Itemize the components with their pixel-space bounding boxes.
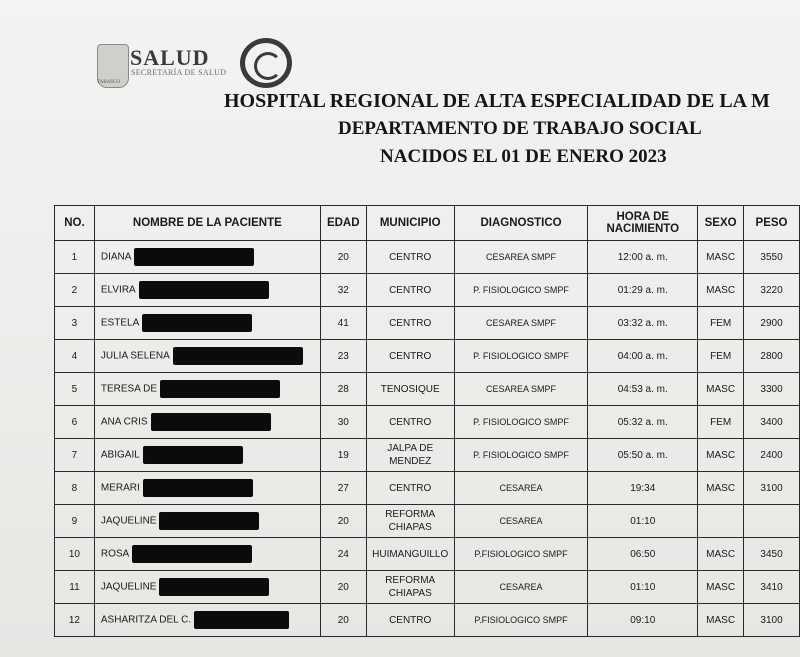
table-row xyxy=(55,241,800,274)
table-row xyxy=(55,274,800,307)
cell-name xyxy=(94,406,320,439)
col-header-sexo: SEXO xyxy=(698,206,744,241)
table-header-row xyxy=(55,206,800,241)
cell-name xyxy=(94,307,320,340)
col-header-edad: EDAD xyxy=(320,206,366,241)
cell-diagnostico: CESAREA SMPF xyxy=(454,241,588,274)
cell-no: 10 xyxy=(55,538,95,571)
redaction-bar xyxy=(134,248,254,266)
redaction-bar xyxy=(143,446,243,464)
redaction-bar xyxy=(159,578,269,596)
cell-municipio: CENTRO xyxy=(366,604,454,637)
table-row xyxy=(55,307,800,340)
table-row xyxy=(55,604,800,637)
cell-edad: 20 xyxy=(320,604,366,637)
patient-name-text: JAQUELINE xyxy=(100,581,157,593)
cell-municipio: CENTRO xyxy=(366,274,454,307)
cell-name xyxy=(94,274,320,307)
col-header-hora: HORA DE NACIMIENTO xyxy=(588,206,698,241)
cell-diagnostico: P.FISIOLOGICO SMPF xyxy=(454,604,588,637)
cell-diagnostico: CESAREA xyxy=(454,571,588,604)
cell-name xyxy=(94,604,320,637)
department-title: DEPARTAMENTO DE TRABAJO SOCIAL xyxy=(338,118,702,139)
cell-hora: 05:50 a. m. xyxy=(588,439,698,472)
cell-hora: 09:10 xyxy=(588,604,698,637)
cell-diagnostico: CESAREA SMPF xyxy=(454,373,588,406)
cell-diagnostico: CESAREA SMPF xyxy=(454,307,588,340)
cell-peso: 2800 xyxy=(744,340,800,373)
cell-hora: 01:10 xyxy=(588,571,698,604)
cell-municipio: HUIMANGUILLO xyxy=(366,538,454,571)
cell-no: 3 xyxy=(55,307,95,340)
patient-name-text: ABIGAIL xyxy=(100,449,140,461)
cell-name xyxy=(94,373,320,406)
cell-municipio: CENTRO xyxy=(366,472,454,505)
cell-sexo: FEM xyxy=(698,406,744,439)
col-header-name: NOMBRE DE LA PACIENTE xyxy=(94,206,320,241)
cell-sexo: MASC xyxy=(698,439,744,472)
redaction-bar xyxy=(194,611,289,629)
cell-hora: 19:34 xyxy=(588,472,698,505)
redaction-bar xyxy=(173,347,303,365)
cell-no: 4 xyxy=(55,340,95,373)
cell-sexo: FEM xyxy=(698,340,744,373)
cell-edad: 20 xyxy=(320,241,366,274)
cell-no: 12 xyxy=(55,604,95,637)
cell-peso: 3410 xyxy=(744,571,800,604)
cell-municipio: TENOSIQUE xyxy=(366,373,454,406)
cell-municipio: CENTRO xyxy=(366,340,454,373)
patient-name-text: MERARI xyxy=(100,482,140,494)
cell-sexo: MASC xyxy=(698,373,744,406)
cell-peso: 3100 xyxy=(744,472,800,505)
cell-sexo: MASC xyxy=(698,241,744,274)
cell-diagnostico: P. FISIOLOGICO SMPF xyxy=(454,340,588,373)
cell-peso: 3300 xyxy=(744,373,800,406)
cell-edad: 41 xyxy=(320,307,366,340)
redaction-bar xyxy=(139,281,269,299)
hospital-emblem-icon xyxy=(240,38,292,88)
cell-edad: 23 xyxy=(320,340,366,373)
cell-peso: 3550 xyxy=(744,241,800,274)
cell-hora: 01:10 xyxy=(588,505,698,538)
redaction-bar xyxy=(132,545,252,563)
redaction-bar xyxy=(160,380,280,398)
cell-no: 2 xyxy=(55,274,95,307)
patient-name-text: ASHARITZA DEL C. xyxy=(100,614,192,626)
table-row xyxy=(55,406,800,439)
cell-peso: 3400 xyxy=(744,406,800,439)
cell-name xyxy=(94,505,320,538)
cell-name xyxy=(94,472,320,505)
cell-edad: 32 xyxy=(320,274,366,307)
cell-no: 9 xyxy=(55,505,95,538)
cell-sexo: FEM xyxy=(698,307,744,340)
cell-diagnostico: P. FISIOLOGICO SMPF xyxy=(454,439,588,472)
cell-municipio: CENTRO xyxy=(366,307,454,340)
cell-hora: 03:32 a. m. xyxy=(588,307,698,340)
patient-name-text: DIANA xyxy=(100,251,132,263)
redaction-bar xyxy=(159,512,259,530)
cell-municipio: CENTRO xyxy=(366,406,454,439)
cell-edad: 28 xyxy=(320,373,366,406)
cell-peso xyxy=(744,505,800,538)
patient-name-text: JULIA SELENA xyxy=(100,350,170,362)
patient-name-text: JAQUELINE xyxy=(100,515,157,527)
patient-name-text: ELVIRA xyxy=(100,284,136,296)
cell-peso: 2900 xyxy=(744,307,800,340)
redaction-bar xyxy=(142,314,252,332)
seal-caption: TABASCO xyxy=(97,80,120,85)
brand-logo-text: SALUD xyxy=(130,45,210,70)
patient-name-text: ESTELA xyxy=(100,317,140,329)
cell-diagnostico: P. FISIOLOGICO SMPF xyxy=(454,274,588,307)
cell-hora: 05:32 a. m. xyxy=(588,406,698,439)
cell-edad: 30 xyxy=(320,406,366,439)
births-table xyxy=(54,205,800,637)
cell-municipio: CENTRO xyxy=(366,241,454,274)
table-row xyxy=(55,538,800,571)
cell-name xyxy=(94,571,320,604)
col-header-municipio: MUNICIPIO xyxy=(366,206,454,241)
cell-sexo: MASC xyxy=(698,538,744,571)
table-row xyxy=(55,373,800,406)
table-row xyxy=(55,439,800,472)
cell-diagnostico: P. FISIOLOGICO SMPF xyxy=(454,406,588,439)
cell-sexo: MASC xyxy=(698,274,744,307)
cell-peso: 3220 xyxy=(744,274,800,307)
cell-peso: 3450 xyxy=(744,538,800,571)
redaction-bar xyxy=(143,479,253,497)
cell-municipio: REFORMA CHIAPAS xyxy=(366,505,454,538)
cell-hora: 04:53 a. m. xyxy=(588,373,698,406)
col-header-no: NO. xyxy=(55,206,95,241)
cell-edad: 24 xyxy=(320,538,366,571)
cell-edad: 19 xyxy=(320,439,366,472)
hospital-title: HOSPITAL REGIONAL DE ALTA ESPECIALIDAD DE LA M xyxy=(224,90,770,112)
redaction-bar xyxy=(151,413,271,431)
cell-no: 5 xyxy=(55,373,95,406)
cell-no: 1 xyxy=(55,241,95,274)
patient-name-text: ROSA xyxy=(100,548,130,560)
cell-peso: 3100 xyxy=(744,604,800,637)
cell-name xyxy=(94,340,320,373)
cell-municipio: JALPA DE MENDEZ xyxy=(366,439,454,472)
cell-hora: 01:29 a. m. xyxy=(588,274,698,307)
cell-name xyxy=(94,538,320,571)
cell-name xyxy=(94,439,320,472)
col-header-diagnostico: DIAGNOSTICO xyxy=(454,206,588,241)
cell-diagnostico: P.FISIOLOGICO SMPF xyxy=(454,538,588,571)
cell-no: 6 xyxy=(55,406,95,439)
cell-name xyxy=(94,241,320,274)
cell-sexo: MASC xyxy=(698,604,744,637)
patient-name-text: TERESA DE xyxy=(100,383,158,395)
report-title: NACIDOS EL 01 DE ENERO 2023 xyxy=(380,146,667,167)
cell-hora: 04:00 a. m. xyxy=(588,340,698,373)
cell-hora: 06:50 xyxy=(588,538,698,571)
table-row xyxy=(55,472,800,505)
table-row xyxy=(55,340,800,373)
cell-no: 8 xyxy=(55,472,95,505)
brand-subtitle: SECRETARÍA DE SALUD xyxy=(131,68,227,77)
cell-diagnostico: CESAREA xyxy=(454,472,588,505)
cell-hora: 12:00 a. m. xyxy=(588,241,698,274)
cell-edad: 27 xyxy=(320,472,366,505)
patient-name-text: ANA CRIS xyxy=(100,416,148,428)
cell-edad: 20 xyxy=(320,505,366,538)
table-row xyxy=(55,571,800,604)
cell-no: 7 xyxy=(55,439,95,472)
cell-no: 11 xyxy=(55,571,95,604)
cell-sexo: MASC xyxy=(698,472,744,505)
cell-edad: 20 xyxy=(320,571,366,604)
cell-municipio: REFORMA CHIAPAS xyxy=(366,571,454,604)
cell-sexo: MASC xyxy=(698,571,744,604)
cell-peso: 2400 xyxy=(744,439,800,472)
col-header-peso: PESO xyxy=(744,206,800,241)
table-row xyxy=(55,505,800,538)
cell-diagnostico: CESAREA xyxy=(454,505,588,538)
cell-sexo xyxy=(698,505,744,538)
